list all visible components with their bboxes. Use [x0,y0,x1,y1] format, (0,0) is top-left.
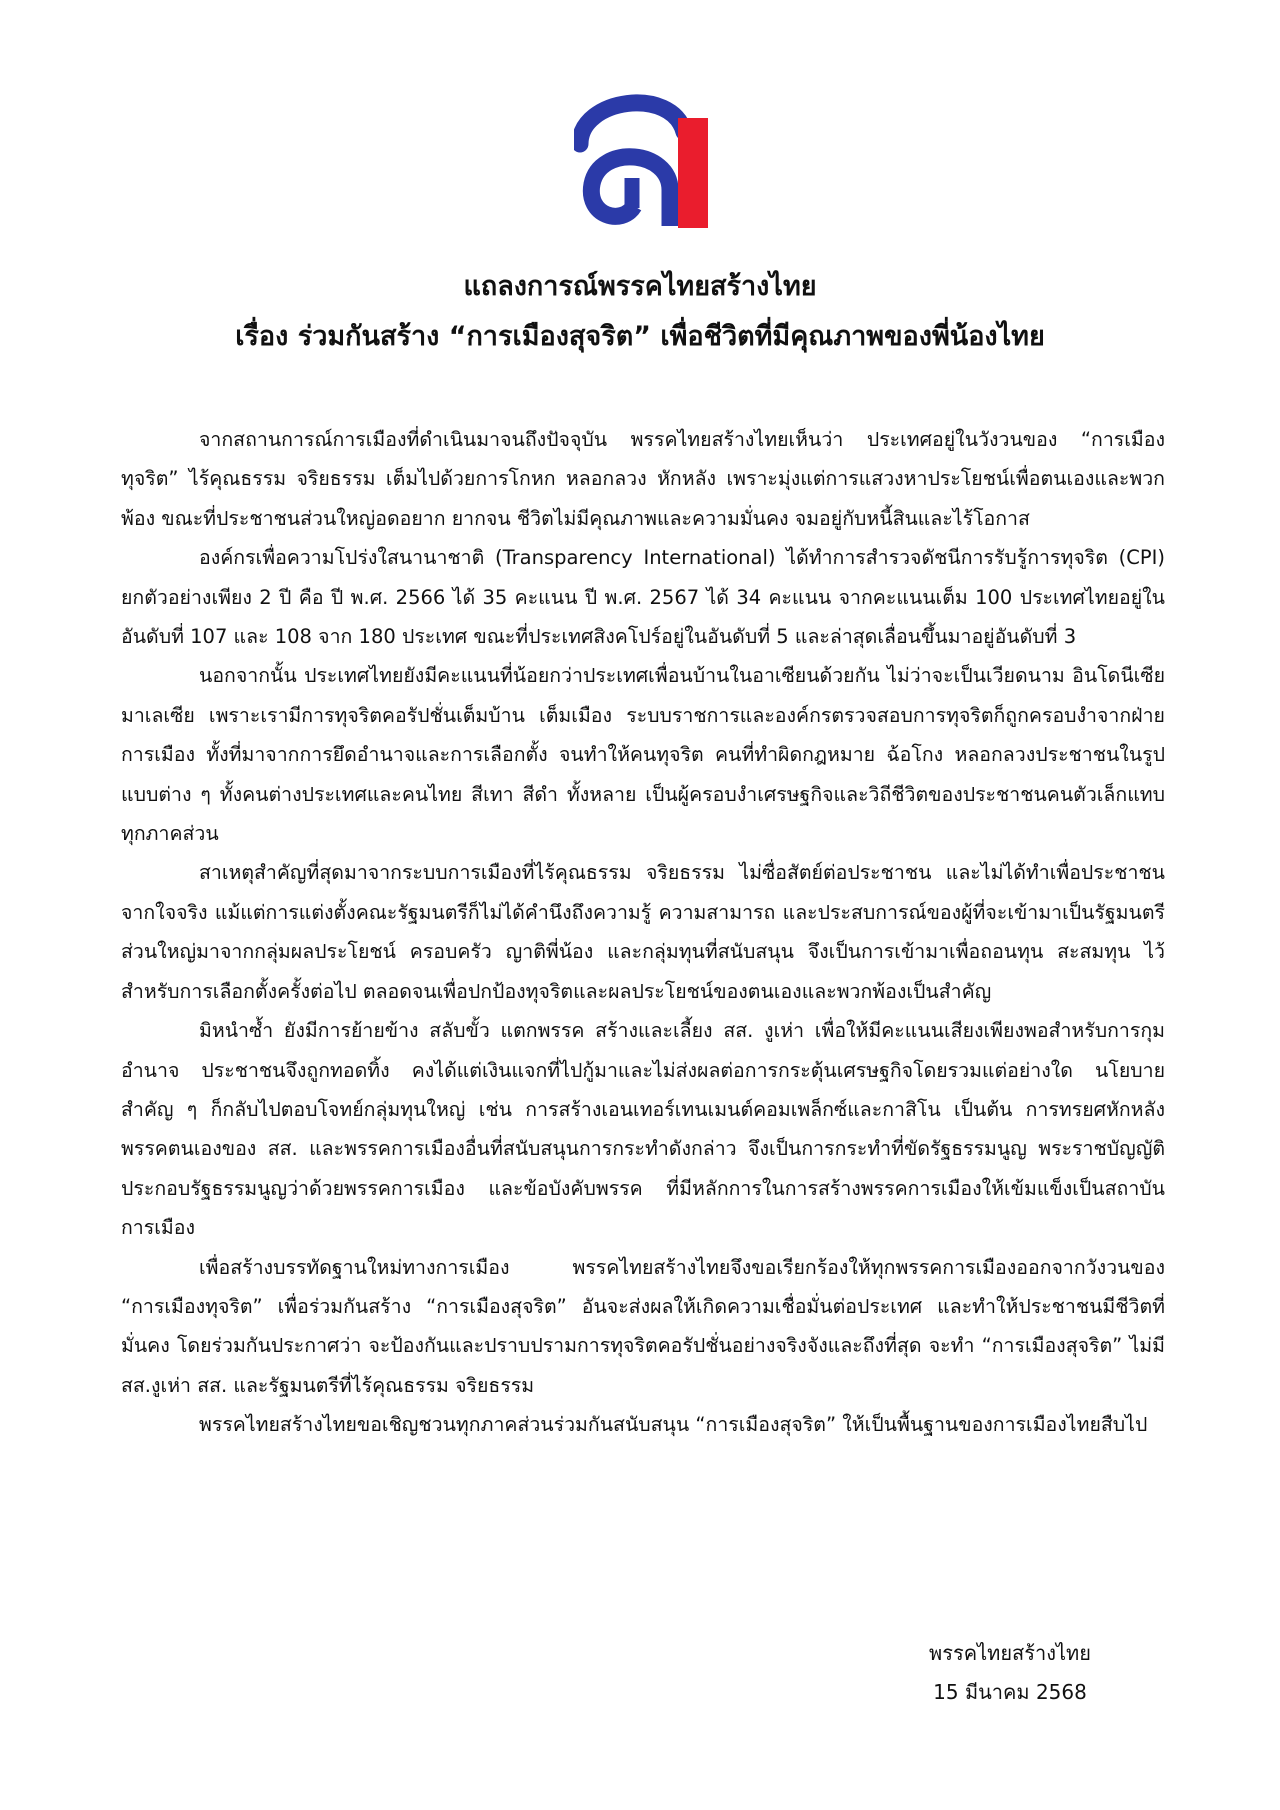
paragraph-6: เพื่อสร้างบรรทัดฐานใหม่ทางการเมือง พรรคไทยสร้างไทยจึงขอเรียกร้องให้ทุกพรรคการเมืองออกจากวังวนของ “การเมืองทุจริต” เพื่อร่วมกันสร้าง “การเมืองสุจริต” อันจะส่งผลให้เกิดความเชื่อมั่นต่อประเทศ และทำให้ประชาชนมีชีวิตที่มั่นคง โดยร่วมกันประกาศว่า จะป้องกันและปราบปรามการทุจริตคอรัปชั่นอย่างจริงจังและถึงที่สุด จะทำ “การเมืองสุจริต” ไม่มี สส.งูเห่า สส. และรัฐมนตรีที่ไร้คุณธรรม จริยธรรม [121,1255,1165,1397]
signature-block [900,1634,1120,1712]
paragraph-5: มิหนำซ้ำ ยังมีการย้ายข้าง สลับขั้ว แตกพรรค สร้างและเลี้ยง สส. งูเห่า เพื่อให้มีคะแนนเสียงเพียงพอสำหรับการกุมอำนาจ ประชาชนจึงถูกทอดทิ้ง คงได้แต่เงินแจกที่ไปกู้มาและไม่ส่งผลต่อการกระตุ้นเศรษฐกิจโดยรวมแต่อย่างใด นโยบายสำคัญ ๆ ก็กลับไปตอบโจทย์กลุ่มทุนใหญ่ เช่น การสร้างเอนเทอร์เทนเมนต์คอมเพล็กซ์และกาสิโน เป็นต้น การทรยศหักหลังพรรคตนเองของ สส. และพรรคการเมืองอื่นที่สนับสนุนการกระทำดังกล่าว จึงเป็นการกระทำที่ขัดรัฐธรรมนูญ พระราชบัญญัติประกอบรัฐธรรมนูญว่าด้วยพรรคการเมือง และข้อบังคับพรรค ที่มีหลักการในการสร้างพรรคการเมืองให้เข้มแข็งเป็นสถาบันการเมือง [121,1019,1165,1240]
statement-title: แถลงการณ์พรรคไทยสร้างไทย [463,271,817,302]
paragraph-1: จากสถานการณ์การเมืองที่ดำเนินมาจนถึงปัจจุบัน พรรคไทยสร้างไทยเห็นว่า ประเทศอยู่ในวังวนของ “การเมืองทุจริต” ไร้คุณธรรม จริยธรรม เต็มไปด้วยการโกหก หลอกลวง หักหลัง เพราะมุ่งแต่การแสวงหาประโยชน์เพื่อตนเองและพวกพ้อง ขณะที่ประชาชนส่วนใหญ่อดอยาก ยากจน ชีวิตไม่มีคุณภาพและความมั่นคง จมอยู่กับหนี้สินและไร้โอกาส [121,428,1165,530]
paragraph-7: พรรคไทยสร้างไทยขอเชิญชวนทุกภาคส่วนร่วมกันสนับสนุน “การเมืองสุจริต” ให้เป็นพื้นฐานของการเมืองไทยสืบไป [199,1413,1148,1437]
signature-date: 15 มีนาคม 2568 [933,1680,1087,1704]
statement-title-block [0,262,1280,362]
statement-body [121,420,1165,1445]
signature-party: พรรคไทยสร้างไทย [929,1641,1091,1665]
paragraph-3: นอกจากนั้น ประเทศไทยยังมีคะแนนที่น้อยกว่าประเทศเพื่อนบ้านในอาเซียนด้วยกัน ไม่ว่าจะเป็นเวียดนาม อินโดนีเซีย มาเลเซีย เพราะเรามีการทุจริตคอรัปชั่นเต็มบ้าน เต็มเมือง ระบบราชการและองค์กรตรวจสอบการทุจริตก็ถูกครอบงำจากฝ่ายการเมือง ทั้งที่มาจากการยึดอำนาจและการเลือกตั้ง จนทำให้คนทุจริต คนที่ทำผิดกฎหมาย ฉ้อโกง หลอกลวงประชาชนในรูปแบบต่าง ๆ ทั้งคนต่างประเทศและคนไทย สีเทา สีดำ ทั้งหลาย เป็นผู้ครอบงำเศรษฐกิจและวิถีชีวิตของประชาชนคนตัวเล็กแทบทุกภาคส่วน [121,664,1165,846]
thai-sang-thai-party-logo-icon [574,80,710,228]
statement-subject: เรื่อง ร่วมกันสร้าง “การเมืองสุจริต” เพื่อชีวิตที่มีคุณภาพของพี่น้องไทย [235,321,1045,352]
paragraph-2: องค์กรเพื่อความโปร่งใสนานาชาติ (Transparency International) ได้ทำการสำรวจดัชนีการรับรู้การทุจริต (CPI) ยกตัวอย่างเพียง 2 ปี คือ ปี พ.ศ. 2566 ได้ 35 คะแนน ปี พ.ศ. 2567 ได้ 34 คะแนน จากคะแนนเต็ม 100 ประเทศไทยอยู่ในอันดับที่ 107 และ 108 จาก 180 ประเทศ ขณะที่ประเทศสิงคโปร์อยู่ในอันดับที่ 5 และล่าสุดเลื่อนขึ้นมาอยู่อันดับที่ 3 [121,546,1165,649]
paragraph-4: สาเหตุสำคัญที่สุดมาจากระบบการเมืองที่ไร้คุณธรรม จริยธรรม ไม่ซื่อสัตย์ต่อประชาชน และไม่ได้ทำเพื่อประชาชนจากใจจริง แม้แต่การแต่งตั้งคณะรัฐมนตรีก็ไม่ได้คำนึงถึงความรู้ ความสามารถ และประสบการณ์ของผู้ที่จะเข้ามาเป็นรัฐมนตรี ส่วนใหญ่มาจากกลุ่มผลประโยชน์ ครอบครัว ญาติพี่น้อง และกลุ่มทุนที่สนับสนุน จึงเป็นการเข้ามาเพื่อถอนทุน สะสมทุน ไว้สำหรับการเลือกตั้งครั้งต่อไป ตลอดจนเพื่อปกป้องทุจริตและผลประโยชน์ของตนเองและพวกพ้องเป็นสำคัญ [121,861,1165,1003]
